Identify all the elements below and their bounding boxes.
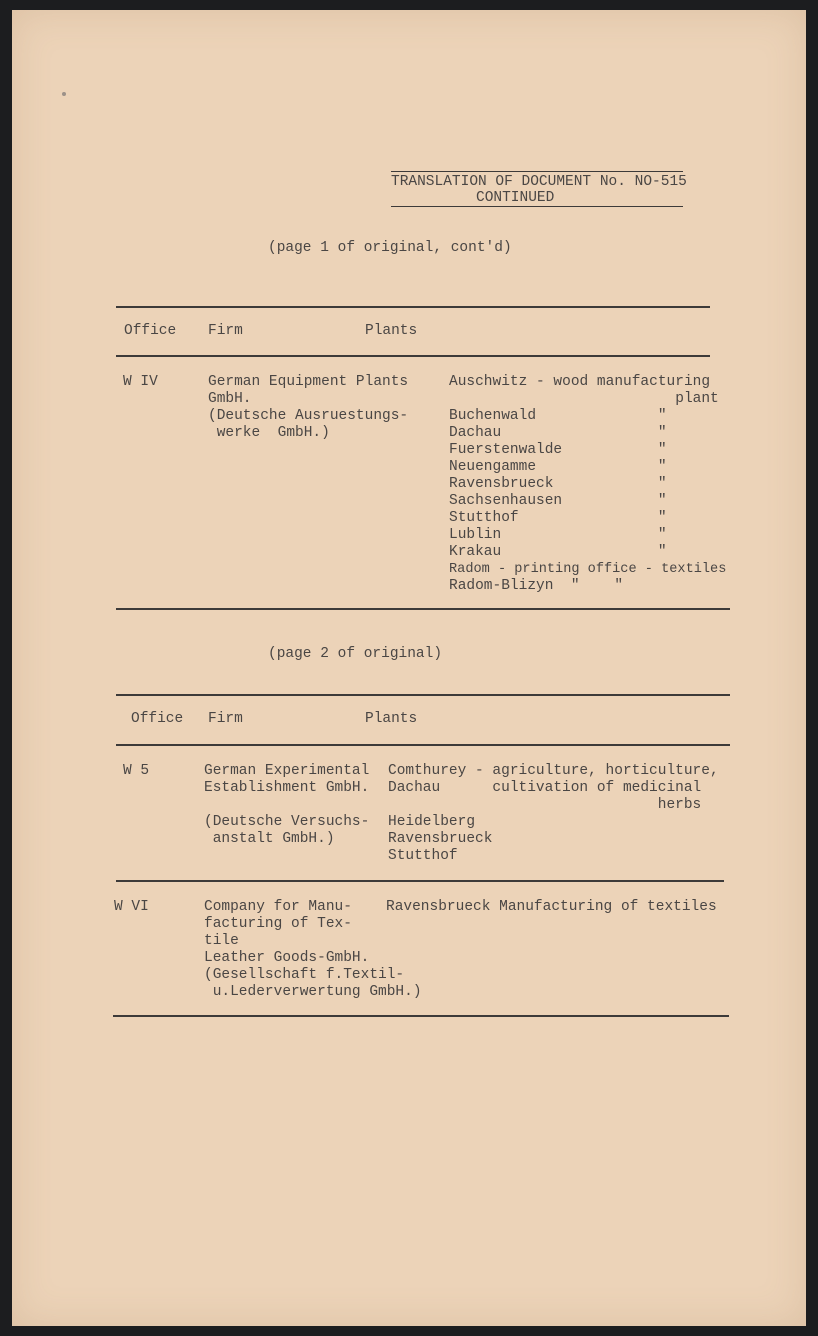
document-subtitle: CONTINUED	[476, 190, 555, 206]
document-title: TRANSLATION OF DOCUMENT No. NO-515	[391, 174, 687, 190]
table1-plant-line: Fuerstenwalde "	[449, 442, 667, 458]
table2-row2-firm-line: (Gesellschaft f.Textil-	[204, 967, 405, 983]
table2-row2-firm-line: Leather Goods-GmbH.	[204, 950, 370, 966]
table2-rule-header	[116, 744, 730, 746]
table2-rule-top	[116, 694, 730, 696]
table2-row1-plant-line: herbs	[388, 797, 702, 813]
table2-row1-office: W 5	[123, 763, 150, 779]
table1-rule-bottom	[116, 608, 730, 610]
header-rule-top	[391, 171, 683, 172]
table2-row2-plant-line: Ravensbrueck Manufacturing of textiles	[386, 899, 717, 915]
table2-row2-office: W VI	[114, 899, 149, 915]
table2-row2-firm-line: u.Lederverwertung GmbH.)	[204, 984, 422, 1000]
table1-plant-line: Neuengamme "	[449, 459, 667, 475]
table1-plant-line: Lublin "	[449, 527, 667, 543]
table1-plant-line: Stutthof "	[449, 510, 667, 526]
table1-office: W IV	[123, 374, 158, 390]
table1-firm-line: GmbH.	[208, 391, 252, 407]
table2-rule-bottom	[113, 1015, 729, 1017]
table1-plant-line: Buchenwald "	[449, 408, 667, 424]
table2-header-plants: Plants	[365, 711, 418, 727]
table1-header-plants: Plants	[365, 323, 418, 339]
table2-row1-firm-line: anstalt GmbH.)	[204, 831, 335, 847]
table2-row1-plant-line: Dachau cultivation of medicinal	[388, 780, 702, 796]
table2-row1-plant-line: Stutthof	[388, 848, 458, 864]
table2-row1-plant-line: Ravensbrueck	[388, 831, 493, 847]
table2-row1-firm-line: German Experimental	[204, 763, 370, 779]
table1-plant-line: plant	[449, 391, 719, 407]
table1-header-firm: Firm	[208, 323, 243, 339]
header-rule-bottom	[391, 206, 683, 207]
table1-plant-line: Dachau "	[449, 425, 667, 441]
table1-header-office: Office	[124, 323, 177, 339]
table2-row1-plant-line: Comthurey - agriculture, horticulture,	[388, 763, 719, 779]
table2-row1-plant-line: Heidelberg	[388, 814, 476, 830]
table2-rule-mid	[116, 880, 724, 882]
table1-rule-header	[116, 355, 710, 357]
table2-header-office: Office	[131, 711, 184, 727]
page1-note: (page 1 of original, cont'd)	[268, 240, 512, 256]
table2-row1-firm-line: (Deutsche Versuchs-	[204, 814, 370, 830]
paper-spot	[62, 92, 66, 96]
table1-plant-line: Ravensbrueck "	[449, 476, 667, 492]
table2-row2-firm-line: tile	[204, 933, 239, 949]
table2-row2-firm-line: Company for Manu-	[204, 899, 352, 915]
table2-row1-firm-line: Establishment GmbH.	[204, 780, 370, 796]
table1-plant-line: Krakau "	[449, 544, 667, 560]
table2-header-firm: Firm	[208, 711, 243, 727]
table1-plant-line: Radom - printing office - textiles	[449, 562, 727, 577]
table1-plant-line: Sachsenhausen "	[449, 493, 667, 509]
table1-rule-top	[116, 306, 710, 308]
table1-firm-line: werke GmbH.)	[208, 425, 330, 441]
table1-firm-line: (Deutsche Ausruestungs-	[208, 408, 409, 424]
document-page	[12, 10, 806, 1326]
table2-row2-firm-line: facturing of Tex-	[204, 916, 352, 932]
table1-plant-line: Auschwitz - wood manufacturing	[449, 374, 711, 390]
table1-plant-line: Radom-Blizyn " "	[449, 578, 624, 594]
page2-note: (page 2 of original)	[268, 646, 443, 662]
table1-firm-line: German Equipment Plants	[208, 374, 409, 390]
